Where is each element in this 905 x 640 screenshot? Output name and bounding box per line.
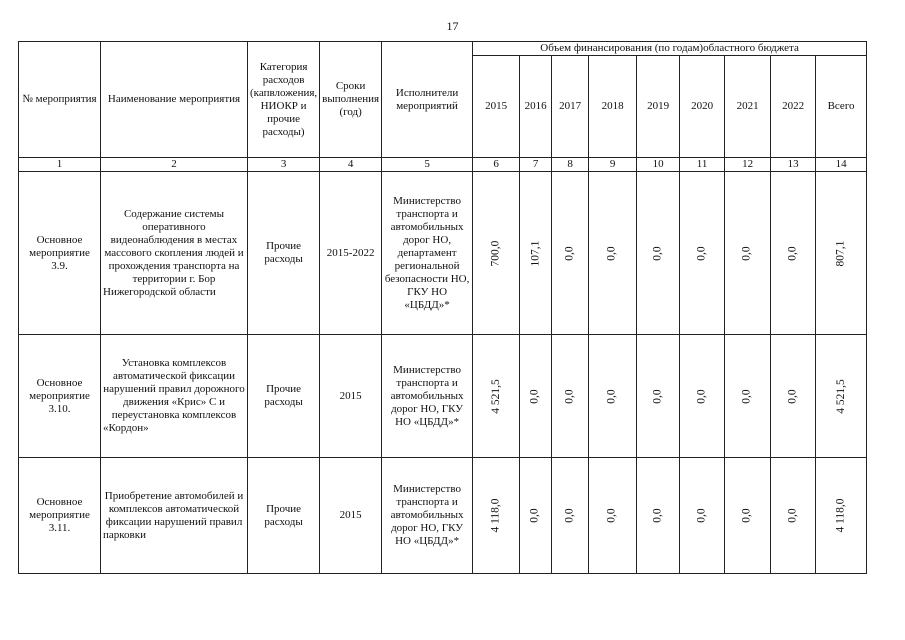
header-year: 2015 — [473, 56, 520, 158]
funding-value: 0,0 — [529, 388, 542, 404]
funding-cell — [552, 458, 589, 574]
funding-value: 0,0 — [651, 508, 664, 523]
executors: Министерство транспорта и автомобильных дорог НО, департамент региональной безопасности НО, ГКУ НО «ЦБДД»* — [382, 172, 473, 335]
funding-cell — [680, 172, 725, 335]
funding-cell — [680, 458, 725, 574]
expense-category: Прочие расходы — [248, 458, 320, 574]
column-number: 9 — [589, 158, 637, 172]
funding-value: 0,0 — [606, 245, 619, 261]
header-year: 2020 — [680, 56, 725, 158]
column-number: 5 — [382, 158, 473, 172]
header-year: 2016 — [520, 56, 552, 158]
column-number: 1 — [19, 158, 101, 172]
column-number: 8 — [552, 158, 589, 172]
funding-cell — [552, 172, 589, 335]
funding-value: 107,1 — [529, 240, 542, 266]
funding-cell — [473, 458, 520, 574]
funding-value: 0,0 — [563, 245, 576, 261]
header-year: 2017 — [552, 56, 589, 158]
funding-cell — [771, 172, 816, 335]
column-number: 6 — [473, 158, 520, 172]
funding-cell — [816, 458, 867, 574]
table-row — [19, 172, 867, 335]
funding-value: 0,0 — [786, 245, 799, 261]
funding-value: 0,0 — [741, 508, 754, 523]
funding-value: 0,0 — [651, 388, 664, 404]
funding-value: 0,0 — [563, 388, 576, 404]
funding-value: 0,0 — [786, 388, 799, 404]
header-year: 2019 — [637, 56, 680, 158]
funding-total: 807,1 — [834, 240, 847, 266]
funding-cell — [520, 172, 552, 335]
column-number: 12 — [725, 158, 771, 172]
funding-cell — [589, 172, 637, 335]
funding-cell — [725, 458, 771, 574]
funding-cell — [552, 335, 589, 458]
executors: Министерство транспорта и автомобильных дорог НО, ГКУ НО «ЦБДД»* — [382, 458, 473, 574]
funding-value: 700,0 — [489, 240, 502, 266]
funding-total: 4 118,0 — [834, 498, 847, 533]
funding-cell — [473, 335, 520, 458]
activity-number: Основное мероприятие 3.9. — [19, 172, 101, 335]
table-row — [19, 335, 867, 458]
activity-number: Основное мероприятие 3.10. — [19, 335, 101, 458]
funding-cell — [725, 335, 771, 458]
funding-value: 0,0 — [786, 508, 799, 523]
execution-period: 2015 — [320, 458, 382, 574]
column-number: 13 — [771, 158, 816, 172]
header-period: Сроки выполнения (год) — [320, 42, 382, 158]
header-name: Наименование мероприятия — [101, 42, 248, 158]
column-number: 14 — [816, 158, 867, 172]
funding-value: 4 521,5 — [489, 378, 502, 414]
page-number: 17 — [446, 19, 459, 33]
header-total: Всего — [816, 56, 867, 158]
funding-value: 0,0 — [529, 508, 542, 523]
funding-value: 0,0 — [606, 508, 619, 523]
execution-period: 2015-2022 — [320, 172, 382, 335]
funding-value: 0,0 — [695, 388, 708, 404]
funding-cell — [680, 335, 725, 458]
table-row — [19, 458, 867, 574]
header-year: 2022 — [771, 56, 816, 158]
column-number: 7 — [520, 158, 552, 172]
column-number: 3 — [248, 158, 320, 172]
funding-value: 0,0 — [695, 508, 708, 523]
funding-cell — [520, 458, 552, 574]
funding-cell — [771, 335, 816, 458]
activity-name: Приобретение автомобилей и комплексов автоматической фиксации нарушений правил парковки — [101, 458, 248, 574]
funding-cell — [637, 458, 680, 574]
funding-cell — [473, 172, 520, 335]
column-number: 2 — [101, 158, 248, 172]
funding-value: 0,0 — [606, 388, 619, 404]
column-number: 11 — [680, 158, 725, 172]
header-year: 2021 — [725, 56, 771, 158]
funding-cell — [589, 458, 637, 574]
activity-number: Основное мероприятие 3.11. — [19, 458, 101, 574]
header-funding-band: Объем финансирования (по годам)областного бюджета — [473, 42, 867, 56]
funding-value: 0,0 — [741, 245, 754, 261]
financing-table — [18, 41, 867, 574]
funding-cell — [816, 335, 867, 458]
funding-value: 0,0 — [563, 508, 576, 523]
funding-cell — [637, 172, 680, 335]
expense-category: Прочие расходы — [248, 335, 320, 458]
funding-cell — [725, 172, 771, 335]
funding-total: 4 521,5 — [834, 378, 847, 414]
column-number: 4 — [320, 158, 382, 172]
activity-name: Установка комплексов автоматической фиксации нарушений правил дорожного движения «Крис» С и переустановка комплексов «Кордон» — [101, 335, 248, 458]
expense-category: Прочие расходы — [248, 172, 320, 335]
funding-cell — [589, 335, 637, 458]
funding-value: 4 118,0 — [489, 498, 502, 533]
funding-value: 0,0 — [651, 245, 664, 261]
funding-cell — [771, 458, 816, 574]
funding-value: 0,0 — [741, 388, 754, 404]
header-no: № мероприятия — [19, 42, 101, 158]
execution-period: 2015 — [320, 335, 382, 458]
header-year: 2018 — [589, 56, 637, 158]
funding-value: 0,0 — [695, 245, 708, 261]
funding-cell — [816, 172, 867, 335]
funding-cell — [637, 335, 680, 458]
funding-cell — [520, 335, 552, 458]
column-number: 10 — [637, 158, 680, 172]
executors: Министерство транспорта и автомобильных дорог НО, ГКУ НО «ЦБДД»* — [382, 335, 473, 458]
header-executors: Исполнители мероприятий — [382, 42, 473, 158]
header-category: Категория расходов (капвложения, НИОКР и прочие расходы) — [248, 42, 320, 158]
activity-name: Содержание системы оперативного видеонаблюдения в местах массового скопления людей и прохождения транспорта на территории г. Бор Нижегородской области — [101, 172, 248, 335]
